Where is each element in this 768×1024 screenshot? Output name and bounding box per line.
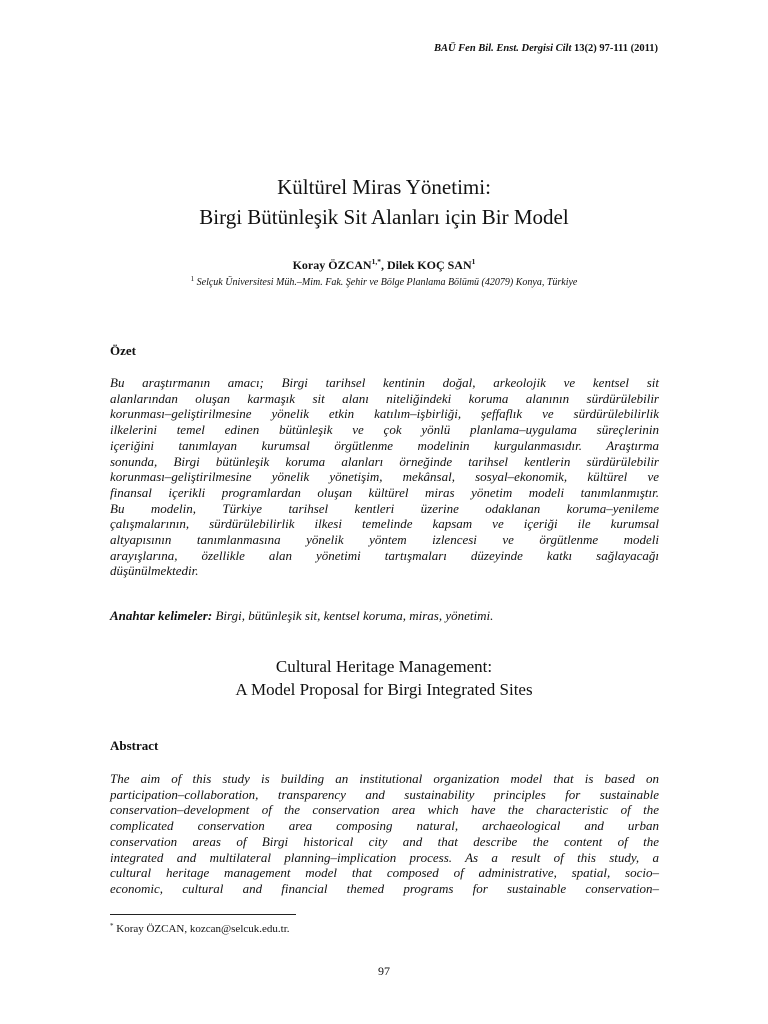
abstract-body — [110, 771, 659, 897]
body-line: Bu araştırmanın amacı; Birgi tarihsel kentinin doğal, arkeolojik ve kentsel sit — [110, 375, 659, 390]
body-line: arayışlarına, özellikle alan yönetimi tartışmaları düzeyinde katkı sağlayacağı — [110, 547, 659, 563]
body-line: finansal içerikli programlardan oluşan kültürel miras yönetim modeli tanımlanmıştır. — [110, 484, 659, 500]
keywords-text: Birgi, bütünleşik sit, kentsel koruma, miras, yönetimi. — [212, 608, 494, 623]
page-number: 97 — [378, 964, 390, 978]
body-line: alanlarından oluşan karmaşık sit alanı niteliğindeki koruma alanının sürdürülebilir — [110, 390, 659, 406]
title-english — [0, 655, 768, 701]
footnote-marker: * — [110, 922, 114, 930]
body-line: korunması–geliştirilmesine yönelik yönetişim, mekânsal, sosyal–ekonomik, kültürel ve — [110, 469, 659, 485]
author-2: Dilek KOÇ SAN — [386, 258, 472, 272]
affiliation-text: Selçuk Üniversitesi Müh.–Mim. Fak. Şehir ve Bölge Planlama Bölümü (42079) Konya, Türkiye — [194, 277, 578, 288]
author-separator: , — [380, 258, 387, 272]
ozet-body — [110, 375, 659, 579]
title-turkish — [0, 172, 768, 232]
body-line: cultural heritage management model that composed of administrative, spatial, socio– — [110, 865, 659, 881]
body-line: korunması–geliştirilmesine yönelik etkin katılım–işbirliği, şeffaflık ve sürdürülebilirlik — [110, 406, 659, 422]
footnote-rule — [110, 914, 296, 915]
body-line: Bu modelin, Türkiye tarihsel kentleri üzerine odaklanan koruma–yenileme — [110, 500, 659, 516]
abstract-heading: Abstract — [110, 738, 159, 753]
body-line: çalışmalarının, sürdürülebilirlik ilkesi temelinde kapsam ve içeriği ile kurumsal — [110, 516, 659, 532]
journal-volume: 13(2) 97-111 (2011) — [571, 43, 658, 54]
body-line: conservation–development of the conservation area which have the characteristic of the — [110, 802, 659, 818]
body-line: economic, cultural and financial themed programs for sustainable conservation– — [110, 880, 659, 896]
author-1-marker: 1,* — [371, 257, 381, 266]
title-turkish-line-2: Birgi Bütünleşik Sit Alanları için Bir Model — [199, 205, 569, 229]
authors — [0, 257, 768, 273]
affiliation-marker: 1 — [190, 275, 195, 283]
affiliation — [0, 275, 768, 288]
body-line: integrated and multilateral planning–implication process. As a result of this study, a — [110, 849, 659, 865]
body-line: participation–collaboration, transparency and sustainability principles for sustainable — [110, 786, 659, 802]
keywords-label: Anahtar kelimeler: — [110, 608, 213, 623]
title-turkish-line-1: Kültürel Miras Yönetimi: — [277, 175, 491, 199]
body-line: ilkelerini temel edinen bütünleşik ve çok yönlü planlama–uygulama süreçlerinin — [110, 422, 659, 438]
journal-name: BAÜ Fen Bil. Enst. Dergisi Cilt — [433, 43, 572, 54]
title-english-line-1: Cultural Heritage Management: — [275, 657, 493, 676]
running-header — [434, 43, 658, 54]
body-line: The aim of this study is building an institutional organization model that is based on — [110, 771, 659, 786]
body-line: conservation areas of Birgi historical city and that describe the content of the — [110, 833, 659, 849]
body-line: complicated conservation area composing natural, archaeological and urban — [110, 818, 659, 834]
footnote — [110, 922, 290, 935]
author-1: Koray ÖZCAN — [292, 258, 372, 272]
body-line: içeriğini tanımlayan kurumsal örgütlenme modelinin kurgulanmasıdır. Araştırma — [110, 437, 659, 453]
author-2-marker: 1 — [471, 257, 476, 266]
body-line: sonunda, Birgi bütünleşik koruma alanları örneğinde tarihsel kentlerin sürdürülebilir — [110, 453, 659, 469]
ozet-heading: Özet — [110, 343, 136, 358]
keywords — [110, 608, 493, 624]
body-line: altyapısının tanımlanmasına yönelik yöntem izlencesi ve örgütlenme modeli — [110, 532, 659, 548]
title-english-line-2: A Model Proposal for Birgi Integrated Sites — [235, 680, 533, 699]
footnote-text: Koray ÖZCAN, kozcan@selcuk.edu.tr. — [113, 923, 290, 935]
body-line: düşünülmektedir. — [110, 563, 199, 579]
